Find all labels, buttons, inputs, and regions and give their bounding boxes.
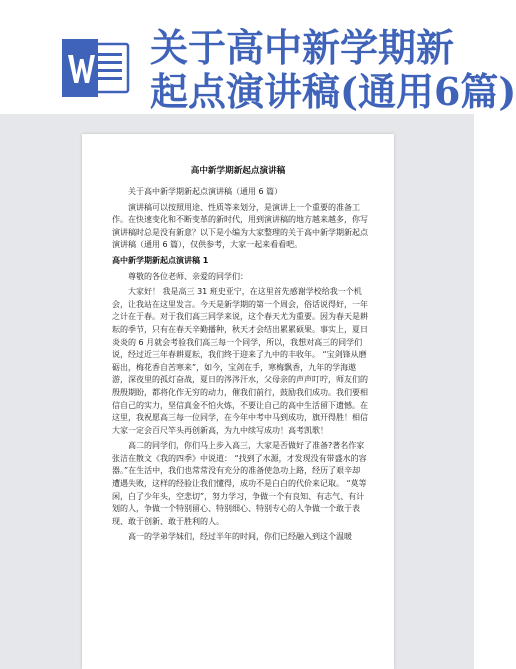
document-body [112, 186, 368, 544]
paragraph-body-2: 高二的同学们，你们马上步入高三，大家是否做好了准备?著名作家张洁在散文《我的四季》中说道： “找到了水源，才发现没有带盛水的容器。”在生活中，我们也常常没有充分的准备使急功上路，经历了艰辛却遭遇失败，这样的经验让我们懂得，成功不是白白的代价来记取。 “莫等闲，白了少年头，空悲切”，努力学习，争做一个有良知、有志气、有计划的人，争做一个特别留心、特别细心、特别专心的人争做一个敢于表现、敢于创新、敢于胜利的人。 [112, 441, 367, 526]
paragraph-subtitle: 关于高中新学期新起点演讲稿（通用 6 篇） [128, 187, 283, 196]
paragraph-intro: 演讲稿可以按照用途、性质等来划分，是演讲上一个重要的准备工作。在快速变化和不断变革的新时代，用到演讲稿的地方越来越多，你写演讲稿时总是没有新意？以下是小编为大家整理的关于高中新学期新起点演讲稿（通用 6 篇），仅供参考，大家一起来看看吧。 [112, 202, 368, 250]
word-document-icon [60, 39, 132, 97]
paragraph-body-1: 大家好！ 我是高三 31 班史亚宁，在这里首先感谢学校给我一个机会，让我站在这里发言。今天是新学期的第一个周会，俗话说得好，一年之计在于春。对于我们高三同学来说，这个春天尤为重要。因为春天是耕耘的季节，只有在春天辛勤播种，秋天才会结出累累硕果。事实上，夏日炎炎的 6 月就会考验我们高三每一个同学，所以，我想对高三的同学们说，经过近三年春耕夏耘，我们终于迎来了九中的丰收年。 “宝剑锋从磨砺出，梅花香自苦寒来”，如今，宝剑在手，寒梅飘香，九年的学海遨游，深夜里的孤灯奋战，夏日的涔涔汗水，父母亲的声声叮咛，师友们的殷殷期盼，都将化作无穷的动力，催我们前行，鼓励我们成功。我们要相信自己的实力，坚信真金不怕火炼，不要让自己的高中生活留下遗憾。在这里，我祝愿高三每一位同学，在今年中考中马到成功，旗开得胜！相信大家一定会百尺竿头再创新高，为九中续写成功！高考凯歌！ [112, 287, 368, 435]
page-title [150, 25, 516, 114]
section-heading: 高中新学期新起点演讲稿 1 [112, 255, 209, 265]
title-line-2: 起点演讲稿(通用6篇) [150, 69, 516, 114]
document-preview-area [0, 114, 474, 669]
title-line-1: 关于高中新学期新 [150, 25, 455, 70]
paragraph-salutation: 尊敬的各位老师、亲爱的同学们： [128, 271, 248, 281]
document-page [82, 134, 394, 669]
paragraph-body-3: 高一的学弟学妹们，经过半年的时间，你们已经融入到这个温暖 [128, 532, 352, 542]
document-title: 高中新学期新起点演讲稿 [190, 166, 286, 176]
page-header [0, 0, 516, 114]
